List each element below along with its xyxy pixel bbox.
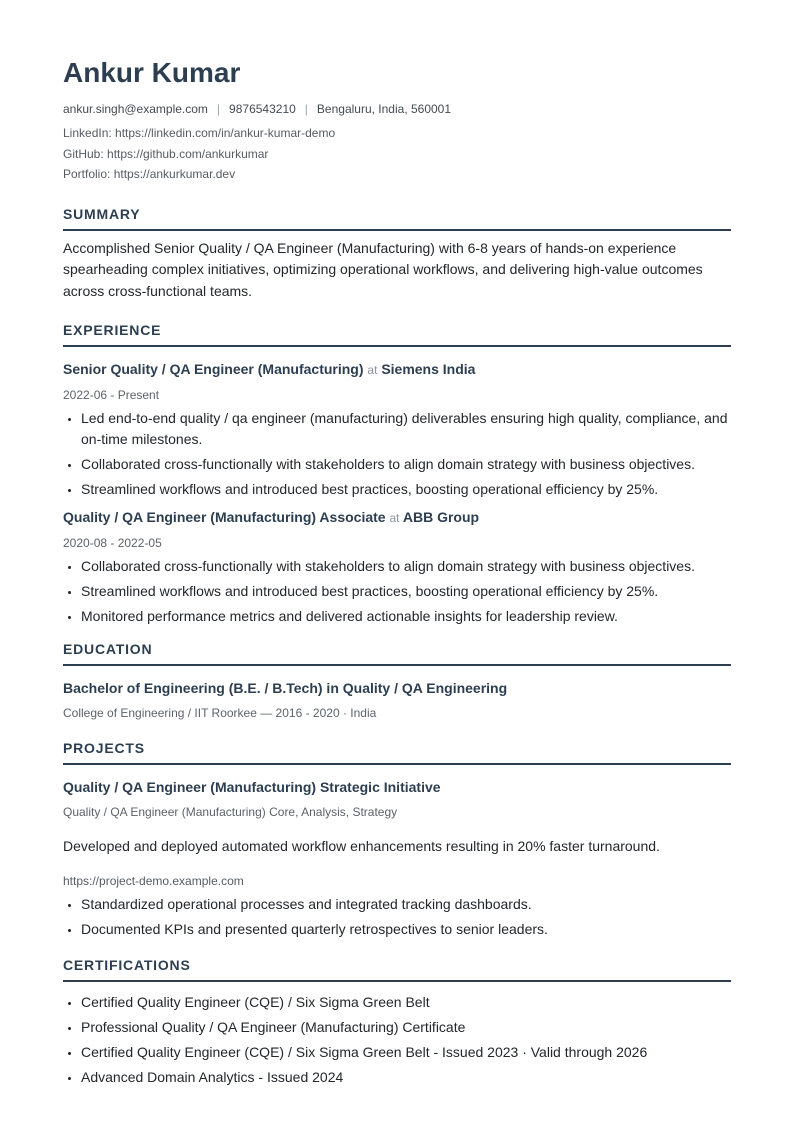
github-link[interactable]: GitHub: https://github.com/ankurkumar — [63, 146, 269, 161]
summary-section — [63, 206, 731, 303]
certification-item: • Certified Quality Engineer (CQE) / Six Sigma Green Belt — [81, 992, 731, 1013]
job-dates: 2022-06 - Present — [63, 388, 160, 402]
candidate-name: Ankur Kumar — [63, 57, 241, 88]
projects-section — [63, 740, 731, 940]
section-title-experience: EXPERIENCE — [63, 322, 731, 347]
job-role: Quality / QA Engineer (Manufacturing) Associate — [63, 509, 386, 525]
education-section — [63, 641, 731, 721]
at-word: at — [389, 511, 400, 525]
job-bullet: • Collaborated cross-functionally with stakeholders to align domain strategy with business objectives. — [81, 454, 731, 475]
job-bullets — [63, 556, 731, 627]
job-bullet: • Monitored performance metrics and delivered actionable insights for leadership review. — [81, 606, 731, 627]
certification-list — [63, 992, 731, 1088]
job-bullet: • Streamlined workflows and introduced best practices, boosting operational efficiency by 25%. — [81, 581, 731, 602]
job-role: Senior Quality / QA Engineer (Manufacturing) — [63, 361, 364, 377]
project-bullet: • Standardized operational processes and integrated tracking dashboards. — [81, 894, 731, 915]
location: Bengaluru, India, 560001 — [316, 102, 452, 116]
contact-row — [63, 102, 731, 116]
at-word: at — [367, 363, 378, 377]
job-bullets — [63, 408, 731, 500]
education-entry — [63, 679, 731, 721]
summary-text: Accomplished Senior Quality / QA Engineer (Manufacturing) with 6-8 years of hands-on experience spearheading complex initiatives, optimizing operational workflows, and delivering high-value outcomes across cross-functional teams. — [63, 239, 703, 299]
job-company: Siemens India — [381, 361, 476, 377]
portfolio-link[interactable]: Portfolio: https://ankurkumar.dev — [63, 167, 236, 181]
email[interactable]: ankur.singh@example.com — [63, 102, 208, 116]
profile-links — [63, 123, 731, 185]
section-title-summary: SUMMARY — [63, 206, 731, 231]
linkedin-link[interactable]: LinkedIn: https://linkedin.com/in/ankur-kumar-demo — [63, 126, 336, 140]
project-entry — [63, 778, 731, 940]
job-company: ABB Group — [402, 509, 480, 525]
separator: | — [216, 102, 221, 116]
certification-item: • Professional Quality / QA Engineer (Manufacturing) Certificate — [81, 1017, 731, 1038]
job-dates: 2020-08 - 2022-05 — [63, 536, 162, 550]
section-title-certifications: CERTIFICATIONS — [63, 957, 731, 982]
section-title-projects: PROJECTS — [63, 740, 731, 765]
job-bullet: • Streamlined workflows and introduced best practices, boosting operational efficiency by 25%. — [81, 479, 731, 500]
certification-item: • Advanced Domain Analytics - Issued 2024 — [81, 1067, 731, 1088]
separator: | — [304, 102, 308, 116]
project-bullets — [63, 894, 731, 940]
certification-item: • Certified Quality Engineer (CQE) / Six Sigma Green Belt - Issued 2023 · Valid through 2026 — [81, 1042, 731, 1063]
education-details: College of Engineering / IIT Roorkee — 2016 - 2020 · India — [63, 706, 377, 720]
job-bullet: • Collaborated cross-functionally with stakeholders to align domain strategy with business objectives. — [81, 556, 731, 577]
project-tags: Quality / QA Engineer (Manufacturing) Core, Analysis, Strategy — [63, 805, 398, 819]
job-title-line — [63, 508, 731, 527]
project-url[interactable]: https://project-demo.example.com — [63, 874, 244, 888]
phone[interactable]: 9876543210 — [229, 102, 296, 116]
experience-section — [63, 322, 731, 627]
degree-title: Bachelor of Engineering (B.E. / B.Tech) in Quality / QA Engineering — [63, 680, 508, 696]
certifications-section — [63, 957, 731, 1088]
job-bullet: • Led end-to-end quality / qa engineer (manufacturing) deliverables ensuring high quality, compliance, and on-time milestones. — [81, 408, 731, 450]
job-title-line — [63, 360, 731, 379]
job-entry — [63, 360, 731, 500]
project-description: Developed and deployed automated workflow enhancements resulting in 20% faster turnaround. — [63, 838, 660, 854]
section-title-education: EDUCATION — [63, 641, 731, 666]
project-name: Quality / QA Engineer (Manufacturing) Strategic Initiative — [63, 779, 441, 795]
job-entry — [63, 508, 731, 627]
project-bullet: • Documented KPIs and presented quarterly retrospectives to senior leaders. — [81, 919, 731, 940]
